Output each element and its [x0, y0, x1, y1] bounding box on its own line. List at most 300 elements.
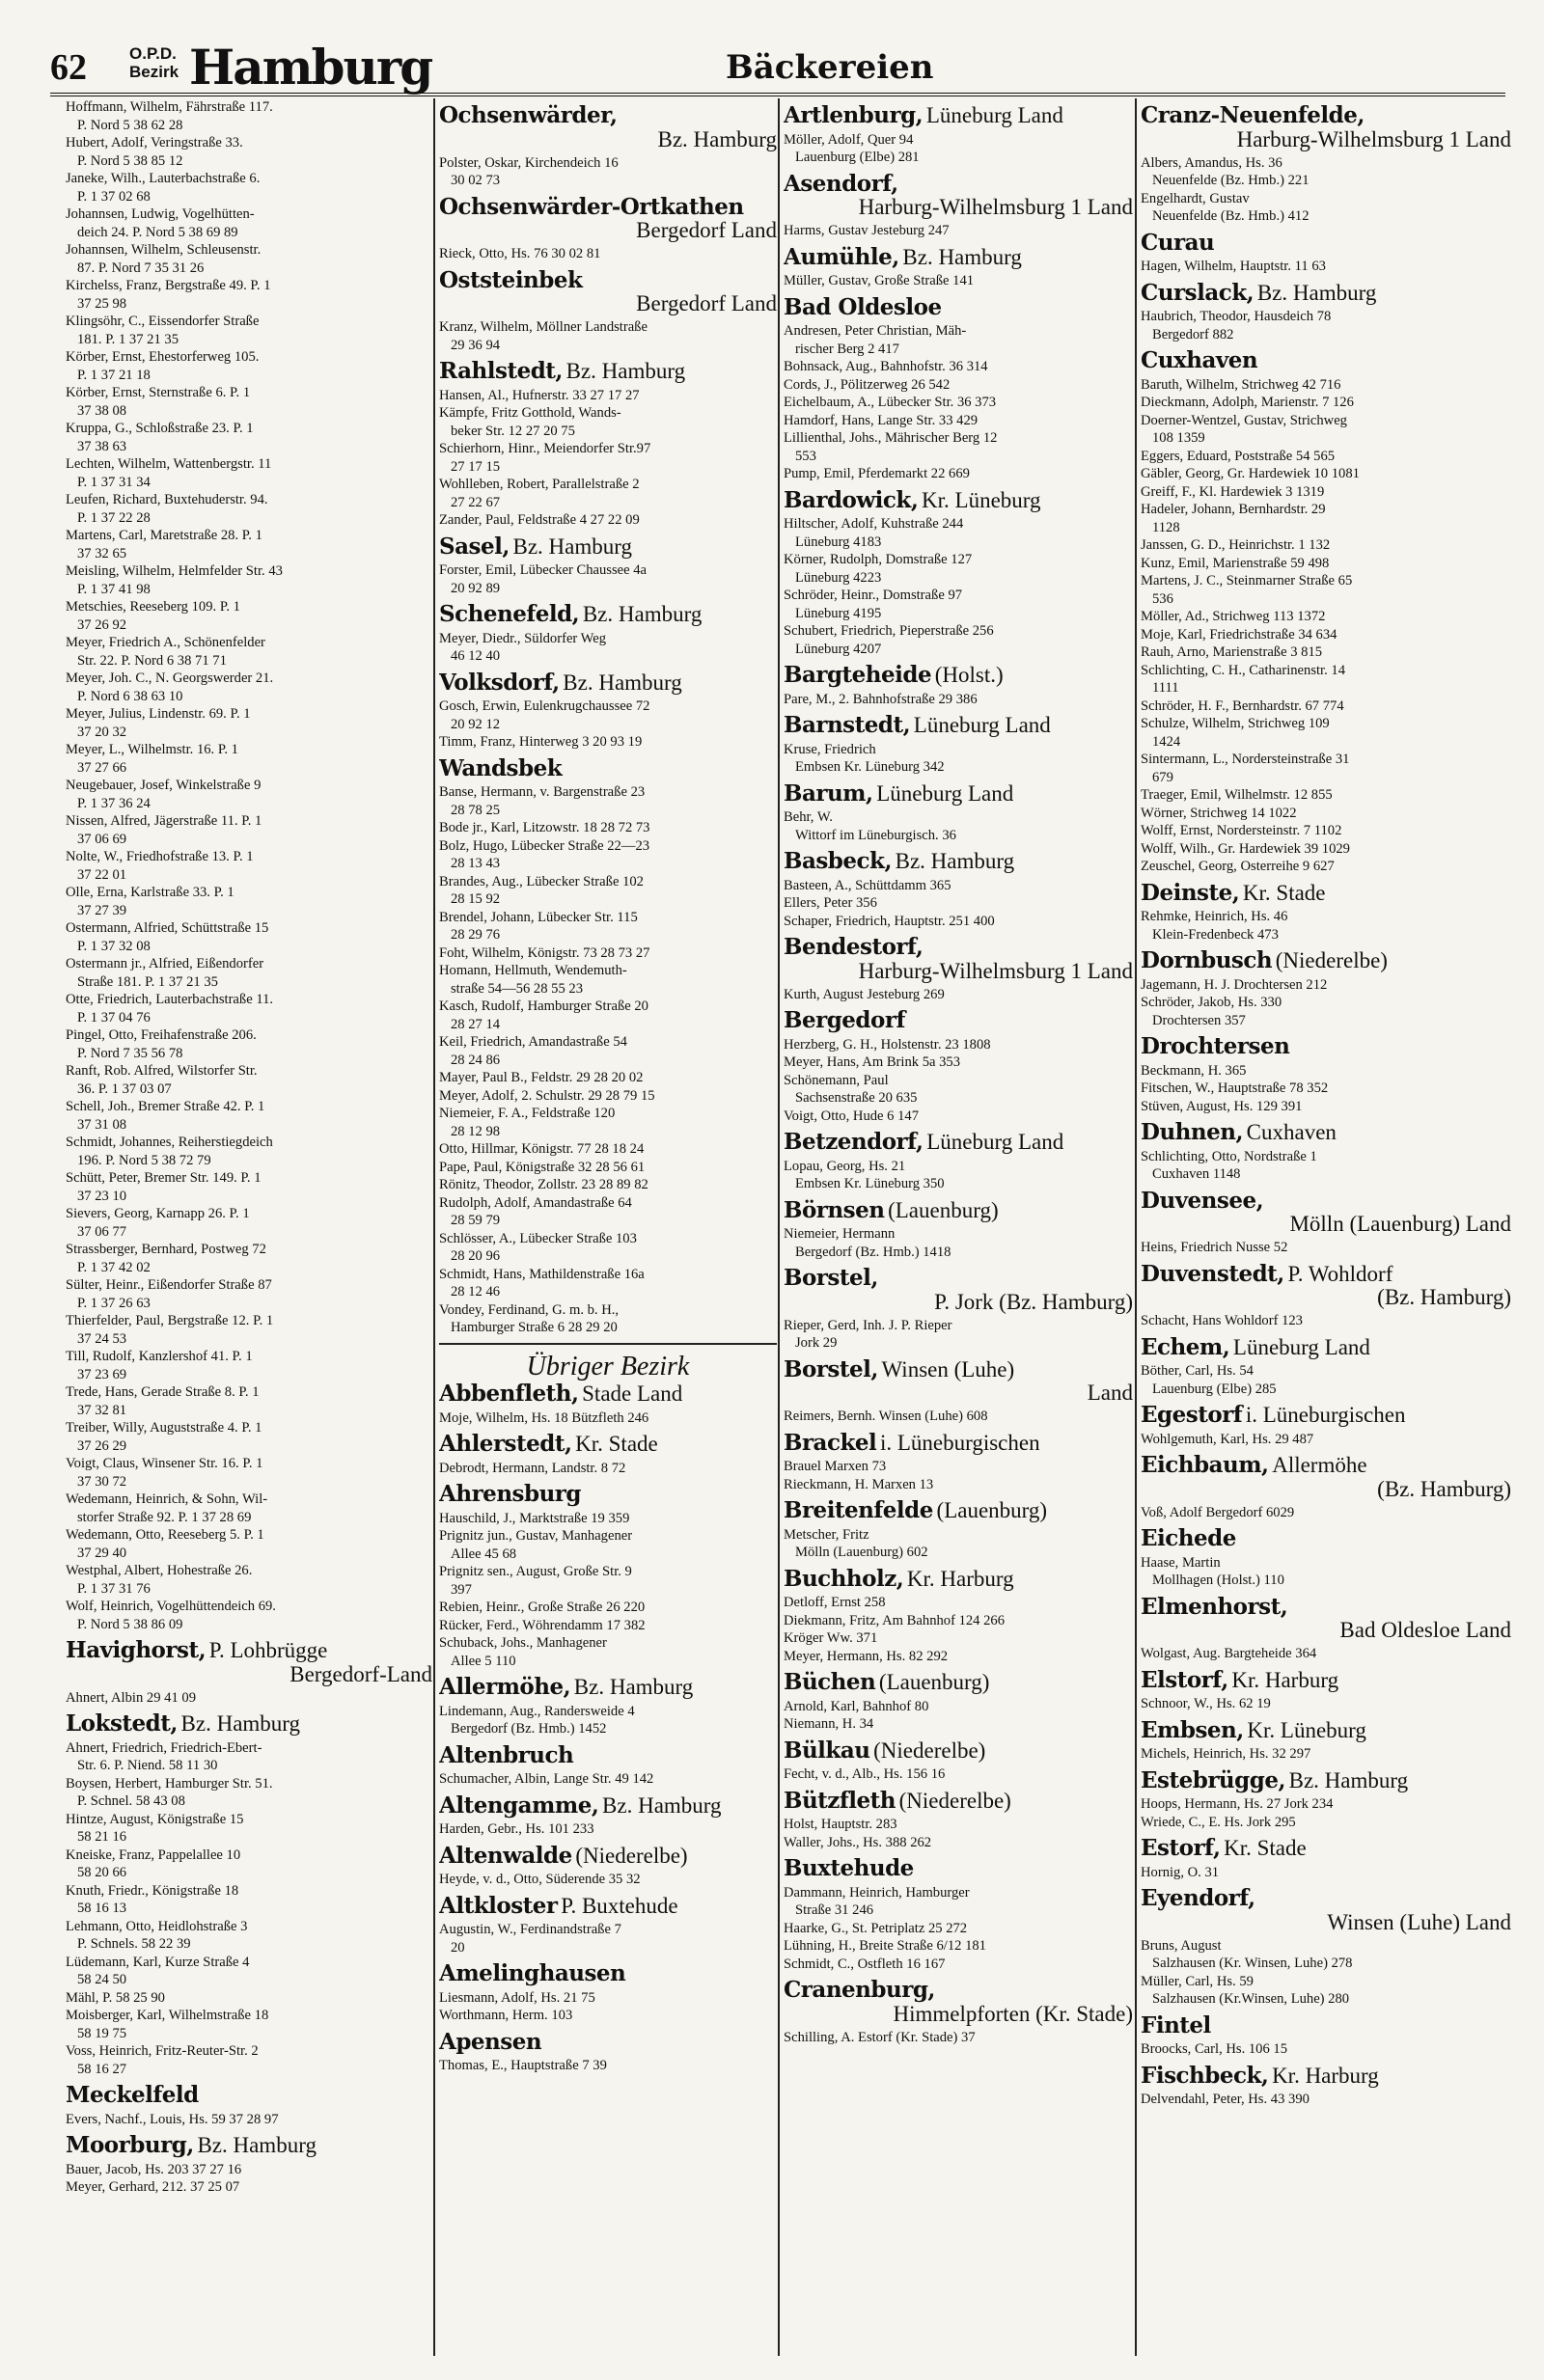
- directory-entry: Schumacher, Albin, Lange Str. 49 142: [439, 1771, 654, 1787]
- location-district-line: Bergedorf-Land: [290, 1661, 432, 1686]
- location-heading: [1141, 1187, 1511, 1237]
- location-name: Buchholz,: [784, 1565, 904, 1592]
- directory-entry: Möller, Adolf, Quer 94 Lauenburg (Elbe) 281: [784, 131, 920, 165]
- directory-entry: Wörner, Strichweg 14 1022: [1141, 805, 1297, 821]
- location-district-line: Harburg-Wilhelmsburg 1 Land: [858, 958, 1133, 983]
- location-heading: [439, 601, 777, 627]
- location-name: Bardowick,: [784, 486, 919, 513]
- directory-entry: Janssen, G. D., Heinrichstr. 1 132: [1141, 537, 1331, 553]
- location-name: Meckelfeld: [66, 2082, 199, 2108]
- directory-entry: Ahnert, Friedrich, Friedrich-Ebert- Str. 6. P. Niend. 58 11 30: [66, 1739, 262, 1773]
- directory-entry: Homann, Hellmuth, Wendemuth- straße 54—56 28 55 23: [439, 963, 627, 997]
- directory-entry: Keil, Friedrich, Amandastraße 54 28 24 86: [439, 1034, 627, 1068]
- directory-entry: Moje, Wilhelm, Hs. 18 Bützfleth 246: [439, 1409, 649, 1426]
- directory-entry: Mähl, P. 58 25 90: [66, 1989, 165, 2006]
- city-title: Hamburg: [189, 39, 432, 96]
- section-title: Bäckereien: [726, 48, 934, 87]
- directory-entry: Haarke, G., St. Petriplatz 25 272: [784, 1920, 968, 1936]
- directory-entry: Martens, J. C., Steinmarner Straße 65 536: [1141, 573, 1353, 607]
- location-district-line: Land: [1087, 1381, 1133, 1405]
- directory-entry: Meyer, Hermann, Hs. 82 292: [784, 1648, 949, 1664]
- directory-entry: Hoops, Hermann, Hs. 27 Jork 234: [1141, 1796, 1334, 1812]
- location-name: Embsen,: [1141, 1716, 1244, 1743]
- directory-entry: Ostermann jr., Alfried, Eißendorfer Straße 181. P. 1 37 21 35: [66, 956, 264, 990]
- location-name: Fischbeck,: [1141, 2062, 1269, 2089]
- location-heading: [784, 1129, 1133, 1155]
- location-heading: [784, 1265, 1133, 1314]
- directory-entry: Meyer, Hans, Am Brink 5a 353: [784, 1054, 961, 1070]
- directory-entry: Beckmann, H. 365: [1141, 1062, 1247, 1079]
- directory-entry: Schmidt, Johannes, Reiherstiegdeich 196. P. Nord 5 38 72 79: [66, 1135, 273, 1168]
- location-name: Eichede: [1141, 1525, 1236, 1551]
- column-2: [439, 98, 777, 2356]
- location-heading: [784, 1565, 1133, 1592]
- directory-entry: Traeger, Emil, Wilhelmstr. 12 855: [1141, 787, 1333, 803]
- location-name: Duvenstedt,: [1141, 1260, 1284, 1287]
- location-name: Rahlstedt,: [439, 358, 563, 384]
- location-district: (Niederelbe): [575, 1843, 688, 1868]
- directory-entry: Körber, Ernst, Ehestorferweg 105. P. 1 37 21 18: [66, 349, 260, 383]
- directory-entry: Ahnert, Albin 29 41 09: [66, 1689, 196, 1706]
- directory-entry: Meyer, Friedrich A., Schönenfelder Str. 22. P. Nord 6 38 71 71: [66, 635, 265, 669]
- directory-entry: Pump, Emil, Pferdemarkt 22 669: [784, 466, 970, 481]
- directory-entry: Rönitz, Theodor, Zollstr. 23 28 89 82: [439, 1177, 648, 1192]
- directory-entry: Hoffmann, Wilhelm, Fährstraße 117. P. Nord 5 38 62 28: [66, 99, 273, 133]
- location-name: Allermöhe,: [439, 1674, 571, 1700]
- directory-entry: Otte, Friedrich, Lauterbachstraße 11. P. 1 37 04 76: [66, 992, 274, 1026]
- location-heading: [1141, 102, 1511, 151]
- location-heading: [439, 1674, 777, 1700]
- directory-entry: Detloff, Ernst 258: [784, 1595, 886, 1610]
- location-name: Barnstedt,: [784, 712, 911, 738]
- directory-entry: Wriede, C., E. Hs. Jork 295: [1141, 1814, 1296, 1830]
- location-district: (Niederelbe): [1275, 948, 1388, 972]
- directory-entry: Meyer, Diedr., Süldorfer Weg 46 12 40: [439, 630, 607, 664]
- location-heading: [1141, 1666, 1511, 1693]
- directory-entry: Holst, Hauptstr. 283: [784, 1817, 897, 1832]
- directory-entry: Brauel Marxen 73: [784, 1459, 887, 1474]
- directory-entry: Schlichting, Otto, Nordstraße 1 Cuxhaven 1148: [1141, 1148, 1317, 1182]
- directory-entry: Gosch, Erwin, Eulenkrugchaussee 72 20 92 12: [439, 698, 650, 732]
- location-heading: [439, 193, 777, 243]
- directory-entry: Rücker, Ferd., Wöhrendamm 17 382: [439, 1617, 646, 1633]
- location-heading: [439, 1481, 777, 1507]
- directory-entry: Till, Rudolf, Kanzlershof 41. P. 1 37 23 69: [66, 1349, 253, 1382]
- location-name: Duvensee,: [1141, 1187, 1264, 1214]
- directory-entry: Körner, Rudolph, Domstraße 127 Lüneburg 4223: [784, 552, 973, 586]
- directory-entry: Hornig, O. 31: [1141, 1864, 1220, 1880]
- location-heading: [784, 1007, 1133, 1033]
- location-district: Kr. Lüneburg: [922, 487, 1041, 512]
- directory-entry: Debrodt, Hermann, Landstr. 8 72: [439, 1460, 626, 1476]
- directory-entry: Kruse, Friedrich Embsen Kr. Lüneburg 342: [784, 741, 945, 775]
- directory-entry: Augustin, W., Ferdinandstraße 7 20: [439, 1922, 621, 1956]
- opd-line-1: O.P.D.: [129, 44, 177, 63]
- location-district: (Niederelbe): [898, 1788, 1011, 1813]
- location-name: Ochsenwärder-Ortkathen: [439, 193, 744, 220]
- location-name: Elstorf,: [1141, 1666, 1228, 1693]
- directory-entry: Jagemann, H. J. Drochtersen 212: [1141, 976, 1328, 993]
- location-heading: [784, 934, 1133, 983]
- directory-entry: Heins, Friedrich Nusse 52: [1141, 1240, 1288, 1255]
- location-name: Bülkau: [784, 1737, 870, 1764]
- location-district: Lüneburg Land: [913, 713, 1051, 737]
- location-district: Bz. Hamburg: [1288, 1767, 1409, 1792]
- directory-entry: Wedemann, Otto, Reeseberg 5. P. 1 37 29 40: [66, 1527, 264, 1561]
- directory-entry: Metschies, Reeseberg 109. P. 1 37 26 92: [66, 599, 240, 633]
- location-heading: [784, 1497, 1133, 1523]
- column-3: [784, 98, 1133, 2356]
- location-district: Kr. Stade: [1242, 880, 1326, 905]
- location-heading: [66, 2082, 432, 2108]
- directory-entry: Kneiske, Franz, Pappelallee 10 58 20 66: [66, 1847, 241, 1880]
- location-heading: [784, 1196, 1133, 1223]
- location-heading: [1141, 1033, 1511, 1059]
- location-district: Bz. Hamburg: [565, 359, 686, 383]
- directory-entry: Doerner-Wentzel, Gustav, Strichweg 108 1359: [1141, 412, 1347, 446]
- location-name: Fintel: [1141, 2011, 1211, 2038]
- directory-entry: Engelhardt, Gustav Neuenfelde (Bz. Hmb.) 412: [1141, 190, 1310, 224]
- directory-entry: Meyer, Joh. C., N. Georgswerder 21. P. Nord 6 38 63 10: [66, 670, 274, 704]
- location-name: Wandsbek: [439, 754, 563, 781]
- directory-entry: Bruns, August Salzhausen (Kr. Winsen, Luhe) 278: [1141, 1937, 1353, 1971]
- directory-entry: Moisberger, Karl, Wilhelmstraße 18 58 19 75: [66, 2008, 269, 2041]
- directory-entry: Pare, M., 2. Bahnhofstraße 29 386: [784, 691, 978, 707]
- opd-line-2: Bezirk: [129, 63, 179, 81]
- directory-entry: Rieck, Otto, Hs. 76 30 02 81: [439, 246, 601, 261]
- location-heading: [784, 662, 1133, 688]
- column-divider: [1135, 98, 1137, 2356]
- location-district: P. Wohldorf: [1287, 1261, 1393, 1286]
- directory-entry: Wedemann, Heinrich, & Sohn, Wil- storfer Straße 92. P. 1 37 28 69: [66, 1491, 268, 1525]
- location-name: Curau: [1141, 229, 1215, 256]
- directory-entry: Wohlgemuth, Karl, Hs. 29 487: [1141, 1431, 1314, 1447]
- directory-entry: Wohlleben, Robert, Parallelstraße 2 27 22 67: [439, 477, 640, 510]
- location-name: Amelinghausen: [439, 1960, 626, 1986]
- directory-entry: Schröder, Heinr., Domstraße 97 Lüneburg 4195: [784, 588, 963, 621]
- location-district: Bz. Hamburg: [512, 533, 633, 559]
- directory-entry: Boysen, Herbert, Hamburger Str. 51. P. Schnel. 58 43 08: [66, 1775, 273, 1809]
- location-name: Büchen: [784, 1669, 876, 1695]
- location-name: Breitenfelde: [784, 1497, 933, 1523]
- location-name: Cuxhaven: [1141, 347, 1258, 373]
- location-district: Lüneburg Land: [1232, 1334, 1370, 1359]
- directory-entry: Trede, Hans, Gerade Straße 8. P. 1 37 32 81: [66, 1384, 260, 1418]
- directory-entry: Haase, Martin Mollhagen (Holst.) 110: [1141, 1554, 1284, 1588]
- location-name: Moorburg,: [66, 2132, 194, 2158]
- directory-entry: Schröder, Jakob, Hs. 330 Drochtersen 357: [1141, 995, 1282, 1028]
- location-heading: [784, 1787, 1133, 1814]
- location-heading: [439, 358, 777, 384]
- location-heading: [1141, 347, 1511, 373]
- location-district: Bz. Hamburg: [197, 2133, 317, 2157]
- location-district: Lüneburg Land: [926, 1130, 1064, 1154]
- directory-entry: Schröder, H. F., Bernhardstr. 67 774: [1141, 698, 1344, 714]
- location-name: Buxtehude: [784, 1855, 914, 1881]
- location-district: i. Lüneburgischen: [1245, 1403, 1406, 1427]
- location-district: (Lauenburg): [878, 1670, 990, 1694]
- location-heading: [439, 754, 777, 781]
- directory-entry: Schönemann, Paul Sachsenstraße 20 635: [784, 1072, 918, 1106]
- directory-entry: Niemeier, Hermann Bergedorf (Bz. Hmb.) 1418: [784, 1226, 951, 1260]
- directory-entry: Pape, Paul, Königstraße 32 28 56 61: [439, 1159, 646, 1175]
- directory-entry: Diekmann, Fritz, Am Bahnhof 124 266: [784, 1612, 1006, 1628]
- directory-entry: Dieckmann, Adolph, Marienstr. 7 126: [1141, 395, 1354, 410]
- location-name: Oststeinbek: [439, 266, 583, 293]
- location-district: Stade Land: [582, 1381, 683, 1406]
- directory-entry: Schlösser, A., Lübecker Straße 103 28 20 96: [439, 1230, 637, 1264]
- directory-entry: Bolz, Hugo, Lübecker Straße 22—23 28 13 43: [439, 837, 650, 871]
- location-name: Altenbruch: [439, 1741, 574, 1768]
- directory-entry: Otto, Hillmar, Königstr. 77 28 18 24: [439, 1141, 645, 1157]
- location-heading: [784, 1855, 1133, 1881]
- directory-entry: Voss, Heinrich, Fritz-Reuter-Str. 2 58 16 27: [66, 2043, 259, 2077]
- location-district: (Holst.): [934, 663, 1004, 687]
- directory-entry: Klingsöhr, C., Eissendorfer Straße 181. P. 1 37 21 35: [66, 314, 260, 347]
- location-district: i. Lüneburgischen: [879, 1430, 1040, 1455]
- location-district: Bz. Hamburg: [602, 1792, 722, 1818]
- location-district-line: Harburg-Wilhelmsburg 1 Land: [1236, 126, 1511, 151]
- location-district: P. Buxtehude: [561, 1893, 678, 1918]
- directory-entry: Prignitz jun., Gustav, Manhagener Allee 45 68: [439, 1528, 633, 1562]
- location-name: Asendorf,: [784, 170, 898, 197]
- location-heading: [439, 266, 777, 316]
- directory-entry: Foht, Wilhelm, Königstr. 73 28 73 27: [439, 944, 650, 961]
- directory-entry: Schaper, Friedrich, Hauptstr. 251 400: [784, 913, 995, 929]
- location-name: Eyendorf,: [1141, 1885, 1255, 1911]
- location-district: Lüneburg Land: [876, 780, 1014, 806]
- location-heading: [1141, 947, 1511, 973]
- location-district-line: Bergedorf Land: [636, 291, 777, 315]
- directory-entry: Wolff, Wilh., Gr. Hardewiek 39 1029: [1141, 840, 1350, 857]
- directory-entry: Schierhorn, Hinr., Meiendorfer Str.97 27 17 15: [439, 441, 651, 475]
- section-rule: [439, 1343, 777, 1345]
- directory-entry: Bode jr., Karl, Litzowstr. 18 28 72 73: [439, 820, 650, 835]
- location-district-line: Bergedorf Land: [636, 218, 777, 242]
- location-name: Cranenburg,: [784, 1977, 935, 2003]
- directory-entry: Hintze, August, Königstraße 15 58 21 16: [66, 1811, 244, 1845]
- directory-entry: Zeuschel, Georg, Osterreihe 9 627: [1141, 859, 1335, 874]
- directory-entry: Meisling, Wilhelm, Helmfelder Str. 43 P. 1 37 41 98: [66, 563, 283, 597]
- directory-entry: Wolgast, Aug. Bargteheide 364: [1141, 1646, 1317, 1661]
- directory-entry: Niemeier, F. A., Feldstraße 120 28 12 98: [439, 1106, 616, 1139]
- directory-entry: Timm, Franz, Hinterweg 3 20 93 19: [439, 734, 643, 750]
- column-4: [1141, 98, 1511, 2356]
- directory-entry: Mayer, Paul B., Feldstr. 29 28 20 02: [439, 1070, 644, 1085]
- directory-entry: Bauer, Jacob, Hs. 203 37 27 16: [66, 2161, 242, 2177]
- directory-entry: Forster, Emil, Lübecker Chaussee 4a 20 92 89: [439, 562, 648, 596]
- location-heading: [439, 1842, 777, 1869]
- location-district-line: Mölln (Lauenburg) Land: [1289, 1212, 1511, 1236]
- location-name: Brackel: [784, 1429, 877, 1456]
- location-heading: [784, 780, 1133, 807]
- directory-entry: Schütt, Peter, Bremer Str. 149. P. 1 37 23 10: [66, 1170, 262, 1204]
- location-heading: [439, 102, 777, 151]
- location-heading: [784, 170, 1133, 220]
- directory-entry: Harden, Gebr., Hs. 101 233: [439, 1821, 594, 1837]
- directory-entry: Schubert, Friedrich, Pieperstraße 256 Lüneburg 4207: [784, 623, 994, 657]
- opd-district-label: [129, 44, 179, 81]
- directory-entry: Westphal, Albert, Hohestraße 26. P. 1 37 31 76: [66, 1563, 253, 1597]
- directory-entry: Sievers, Georg, Karnapp 26. P. 1 37 06 77: [66, 1206, 250, 1240]
- directory-entry: Sintermann, L., Nordersteinstraße 31 679: [1141, 752, 1350, 785]
- directory-entry: Kranz, Wilhelm, Möllner Landstraße 29 36 94: [439, 319, 648, 353]
- directory-entry: Zander, Paul, Feldstraße 4 27 22 09: [439, 512, 640, 528]
- directory-entry: Reimers, Bernh. Winsen (Luhe) 608: [784, 1409, 988, 1424]
- location-heading: [1141, 1333, 1511, 1360]
- location-district: Bz. Hamburg: [1256, 280, 1377, 305]
- location-name: Basbeck,: [784, 848, 892, 874]
- directory-entry: Rudolph, Adolf, Amandastraße 64 28 59 79: [439, 1194, 632, 1228]
- directory-entry: Ranft, Rob. Alfred, Wilstorfer Str. 36. P. 1 37 03 07: [66, 1063, 258, 1097]
- directory-entry: Ellers, Peter 356: [784, 895, 877, 911]
- location-name: Sasel,: [439, 533, 510, 560]
- directory-entry: Voigt, Claus, Winsener Str. 16. P. 1 37 30 72: [66, 1456, 263, 1490]
- location-district: Bz. Hamburg: [902, 244, 1022, 269]
- directory-entry: Schnoor, W., Hs. 62 19: [1141, 1696, 1271, 1711]
- directory-entry: Baruth, Wilhelm, Strichweg 42 716: [1141, 376, 1341, 393]
- location-name: Havighorst,: [66, 1637, 207, 1663]
- directory-entry: Evers, Nachf., Louis, Hs. 59 37 28 97: [66, 2111, 279, 2127]
- location-district-line: Winsen (Luhe) Land: [1327, 1909, 1511, 1934]
- directory-entry: Johannsen, Ludwig, Vogelhütten- deich 24. P. Nord 5 38 69 89: [66, 206, 255, 240]
- location-name: Curslack,: [1141, 279, 1254, 306]
- directory-entry: Kurth, August Jesteburg 269: [784, 986, 945, 1002]
- directory-entry: Lehmann, Otto, Heidlohstraße 3 P. Schnels. 58 22 39: [66, 1918, 248, 1952]
- directory-entry: Haubrich, Theodor, Hausdeich 78 Bergedorf 882: [1141, 309, 1332, 342]
- location-heading: [1141, 1119, 1511, 1145]
- location-name: Bendestorf,: [784, 934, 924, 960]
- location-heading: [1141, 879, 1511, 906]
- location-name: Borstel,: [784, 1355, 878, 1382]
- directory-entry: Meyer, Gerhard, 212. 37 25 07: [66, 2179, 240, 2195]
- directory-entry: Kruppa, G., Schloßstraße 23. P. 1 37 38 63: [66, 421, 254, 454]
- directory-entry: Schuback, Johs., Manhagener Allee 5 110: [439, 1635, 607, 1669]
- location-heading: [1141, 1260, 1511, 1310]
- location-district: Winsen (Luhe): [881, 1356, 1015, 1381]
- location-district-line: Bad Oldesloe Land: [1339, 1618, 1511, 1642]
- location-name: Altengamme,: [439, 1792, 599, 1819]
- directory-entry: Rieckmann, H. Marxen 13: [784, 1476, 934, 1492]
- directory-entry: Thierfelder, Paul, Bergstraße 12. P. 1 37 24 53: [66, 1313, 274, 1347]
- directory-entry: Müller, Carl, Hs. 59 Salzhausen (Kr.Winsen, Luhe) 280: [1141, 1973, 1350, 2007]
- location-name: Artlenburg,: [784, 102, 924, 128]
- location-heading: [439, 1960, 777, 1986]
- column-divider: [778, 98, 780, 2356]
- location-heading: [784, 1977, 1133, 2026]
- location-name: Ahrensburg: [439, 1481, 581, 1507]
- directory-entry: Kasch, Rudolf, Hamburger Straße 20 28 27 14: [439, 999, 648, 1032]
- directory-entry: Müller, Gustav, Große Straße 141: [784, 273, 975, 288]
- directory-entry: Hagen, Wilhelm, Hauptstr. 11 63: [1141, 259, 1326, 274]
- location-district-line: (Bz. Hamburg): [1377, 1285, 1511, 1309]
- directory-entry: Prignitz sen., August, Große Str. 9 397: [439, 1564, 632, 1598]
- directory-entry: Eggers, Eduard, Poststraße 54 565: [1141, 448, 1336, 464]
- page-header: [50, 37, 1505, 96]
- directory-entry: Niemann, H. 34: [784, 1716, 874, 1732]
- column-1: [66, 98, 432, 2356]
- location-heading: [1141, 1402, 1511, 1428]
- directory-entry: Bohnsack, Aug., Bahnhofstr. 36 314: [784, 359, 988, 374]
- location-heading: [1141, 1885, 1511, 1934]
- location-heading: [439, 1741, 777, 1768]
- location-heading: [439, 533, 777, 560]
- directory-entry: Behr, W. Wittorf im Lüneburgisch. 36: [784, 809, 956, 843]
- directory-entry: Wolff, Ernst, Nordersteinstr. 7 1102: [1141, 823, 1342, 838]
- directory-entry: Kirchelss, Franz, Bergstraße 49. P. 1 37 25 98: [66, 278, 271, 312]
- location-district-line: Bz. Hamburg: [657, 126, 777, 151]
- directory-entry: Schacht, Hans Wohldorf 123: [1141, 1313, 1303, 1328]
- directory-entry: Kröger Ww. 371: [784, 1630, 878, 1646]
- directory-entry: Kämpfe, Fritz Gotthold, Wands- beker Str. 12 27 20 75: [439, 405, 621, 439]
- directory-entry: Böther, Carl, Hs. 54 Lauenburg (Elbe) 285: [1141, 1363, 1277, 1397]
- location-name: Abbenfleth,: [439, 1381, 579, 1407]
- location-heading: [66, 2132, 432, 2158]
- location-district: Lüneburg Land: [925, 103, 1063, 127]
- location-name: Volksdorf,: [439, 669, 560, 696]
- directory-entry: Hiltscher, Adolf, Kuhstraße 244 Lüneburg 4183: [784, 516, 964, 550]
- location-heading: [439, 1431, 777, 1457]
- location-heading: [1141, 279, 1511, 306]
- location-name: Duhnen,: [1141, 1119, 1243, 1145]
- location-heading: [784, 243, 1133, 270]
- directory-entry: Meyer, Adolf, 2. Schulstr. 29 28 79 15: [439, 1087, 655, 1104]
- directory-entry: Rauh, Arno, Marienstraße 3 815: [1141, 644, 1323, 660]
- location-name: Schenefeld,: [439, 601, 580, 627]
- directory-entry: Nolte, W., Friedhofstraße 13. P. 1 37 22 01: [66, 849, 254, 883]
- location-heading: [784, 1429, 1133, 1456]
- location-name: Elmenhorst,: [1141, 1593, 1288, 1620]
- directory-entry: Schmidt, C., Ostfleth 16 167: [784, 1956, 946, 1972]
- directory-entry: Fecht, v. d., Alb., Hs. 156 16: [784, 1766, 946, 1782]
- directory-entry: Cords, J., Pölitzerweg 26 542: [784, 376, 951, 393]
- directory-entry: Brendel, Johann, Lübecker Str. 115 28 29 76: [439, 909, 638, 943]
- location-name: Altkloster: [439, 1892, 558, 1919]
- directory-entry: Brandes, Aug., Lübecker Straße 102 28 15 92: [439, 873, 644, 907]
- location-district: Kr. Harburg: [1231, 1667, 1339, 1692]
- location-name: Altenwalde: [439, 1842, 572, 1869]
- directory-entry: Thomas, E., Hauptstraße 7 39: [439, 2058, 607, 2073]
- directory-entry: Michels, Heinrich, Hs. 32 297: [1141, 1746, 1311, 1762]
- location-name: Betzendorf,: [784, 1129, 924, 1155]
- location-name: Börnsen: [784, 1196, 885, 1223]
- directory-entry: Leufen, Richard, Buxtehuderstr. 94. P. 1 37 22 28: [66, 492, 268, 526]
- location-name: Aumühle,: [784, 243, 899, 270]
- location-name: Bützfleth: [784, 1787, 896, 1814]
- page-number: 62: [50, 47, 87, 88]
- directory-entry: Eichelbaum, A., Lübecker Str. 36 373: [784, 395, 997, 410]
- location-district: Bz. Hamburg: [582, 602, 703, 626]
- location-district: Bz. Hamburg: [563, 670, 682, 695]
- location-district: Bz. Hamburg: [180, 1711, 301, 1736]
- location-heading: [784, 293, 1133, 320]
- location-district: (Lauenburg): [888, 1197, 999, 1222]
- directory-entry: Lechten, Wilhelm, Wattenbergstr. 11 P. 1 37 31 34: [66, 456, 272, 490]
- directory-entry: Banse, Hermann, v. Bargenstraße 23 28 78 25: [439, 784, 646, 818]
- location-district: Kr. Lüneburg: [1247, 1717, 1366, 1742]
- directory-entry: Waller, Johs., Hs. 388 262: [784, 1834, 932, 1850]
- directory-entry: Schmidt, Hans, Mathildenstraße 16a 28 12 46: [439, 1266, 645, 1299]
- directory-entry: Voigt, Otto, Hude 6 147: [784, 1108, 919, 1124]
- directory-entry: Fitschen, W., Hauptstraße 78 352: [1141, 1081, 1329, 1096]
- directory-entry: Janeke, Wilh., Lauterbachstraße 6. P. 1 37 02 68: [66, 171, 261, 205]
- directory-entry: Liesmann, Adolf, Hs. 21 75: [439, 1989, 595, 2006]
- location-heading: [1141, 1525, 1511, 1551]
- location-name: Barum,: [784, 780, 873, 807]
- location-heading: [1141, 1452, 1511, 1501]
- location-heading: [439, 2028, 777, 2055]
- directory-entry: Schlichting, C. H., Catharinenstr. 14 1111: [1141, 662, 1345, 696]
